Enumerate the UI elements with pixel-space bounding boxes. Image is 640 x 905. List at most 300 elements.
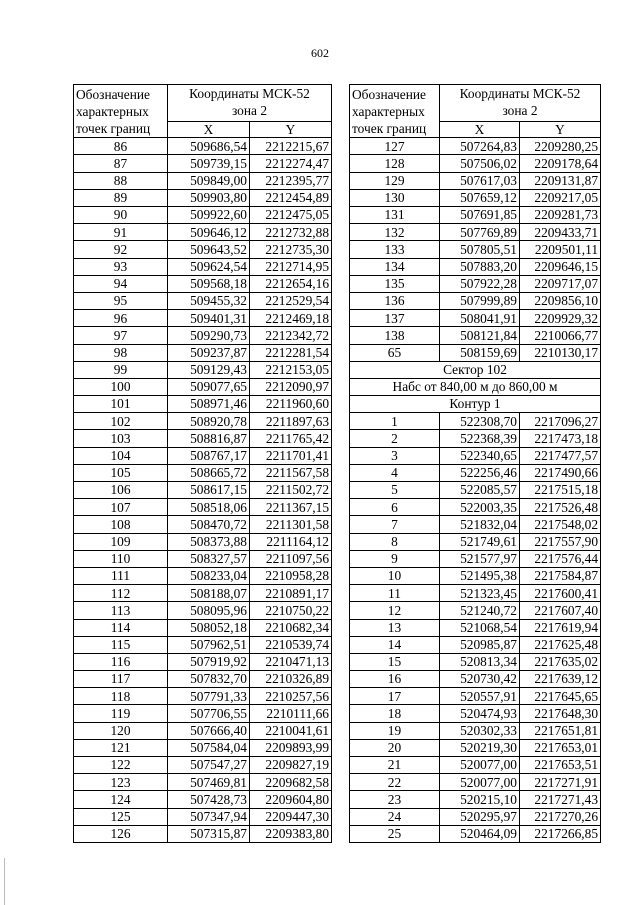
table-row: [74, 138, 332, 155]
point-id-cell: 110: [74, 550, 168, 567]
table-row: [350, 585, 601, 602]
table-row: [74, 172, 332, 189]
x-coordinate-cell: 507264,83: [440, 138, 520, 155]
table-row: [74, 774, 332, 791]
x-coordinate-cell: 507547,27: [168, 757, 250, 774]
x-coordinate-cell: 520219,30: [440, 739, 520, 756]
height-range: Набс от 840,00 м до 860,00 м: [350, 378, 601, 395]
x-coordinate-cell: 507883,20: [440, 258, 520, 275]
x-coordinate-cell: 521323,45: [440, 585, 520, 602]
table-row: [74, 292, 332, 309]
y-coordinate-cell: 2217648,30: [520, 705, 601, 722]
point-id-cell: 107: [74, 499, 168, 516]
point-id-cell: 9: [350, 550, 440, 567]
point-id-cell: 119: [74, 705, 168, 722]
y-coordinate-cell: 2212654,16: [250, 275, 332, 292]
x-coordinate-cell: 508617,15: [168, 482, 250, 499]
y-coordinate-cell: 2212735,30: [250, 241, 332, 258]
table-row: [74, 739, 332, 756]
table-row: [350, 447, 601, 464]
x-coordinate-cell: 509077,65: [168, 378, 250, 395]
x-coordinate-cell: 508095,96: [168, 602, 250, 619]
point-id-cell: 111: [74, 567, 168, 584]
table-row: [350, 224, 601, 241]
y-coordinate-cell: 2210891,17: [250, 585, 332, 602]
x-coordinate-cell: 508470,72: [168, 516, 250, 533]
table-row: [74, 808, 332, 825]
point-id-cell: 132: [350, 224, 440, 241]
y-coordinate-cell: 2212342,72: [250, 327, 332, 344]
y-coordinate-cell: 2209646,15: [520, 258, 601, 275]
scan-edge: [0, 858, 5, 905]
point-id-cell: 65: [350, 344, 440, 361]
table-row: [350, 739, 601, 756]
x-coordinate-cell: 508233,04: [168, 567, 250, 584]
point-id-cell: 112: [74, 585, 168, 602]
point-id-cell: 134: [350, 258, 440, 275]
x-coordinate-cell: 508121,84: [440, 327, 520, 344]
x-coordinate-cell: 520813,34: [440, 653, 520, 670]
x-coordinate-cell: 507922,28: [440, 275, 520, 292]
point-id-cell: 99: [74, 361, 168, 378]
x-coordinate-cell: 520557,91: [440, 688, 520, 705]
point-id-cell: 20: [350, 739, 440, 756]
x-coordinate-cell: 507347,94: [168, 808, 250, 825]
y-coordinate-cell: 2210066,77: [520, 327, 601, 344]
y-coordinate-cell: 2217490,66: [520, 464, 601, 481]
point-id-cell: 104: [74, 447, 168, 464]
x-coordinate-cell: 509401,31: [168, 310, 250, 327]
y-coordinate-cell: 2211960,60: [250, 396, 332, 413]
y-coordinate-cell: 2217526,48: [520, 499, 601, 516]
table-row: [74, 567, 332, 584]
x-coordinate-cell: 522256,46: [440, 464, 520, 481]
x-coordinate-cell: 507791,33: [168, 688, 250, 705]
table-row: [350, 825, 601, 842]
y-coordinate-cell: 2209280,25: [520, 138, 601, 155]
point-id-cell: 17: [350, 688, 440, 705]
table-row: [350, 791, 601, 808]
x-coordinate-cell: 508665,72: [168, 464, 250, 481]
point-id-cell: 94: [74, 275, 168, 292]
point-id-cell: 115: [74, 636, 168, 653]
table-row: [350, 705, 601, 722]
point-id-cell: 137: [350, 310, 440, 327]
point-id-cell: 123: [74, 774, 168, 791]
point-id-cell: 7: [350, 516, 440, 533]
x-coordinate-cell: 521749,61: [440, 533, 520, 550]
table-row: [350, 671, 601, 688]
point-id-cell: 87: [74, 155, 168, 172]
table-row: [350, 172, 601, 189]
x-coordinate-cell: 507666,40: [168, 722, 250, 739]
x-coordinate-cell: 507691,85: [440, 207, 520, 224]
point-id-cell: 14: [350, 636, 440, 653]
y-coordinate-cell: 2211097,56: [250, 550, 332, 567]
x-coordinate-cell: 520077,00: [440, 757, 520, 774]
x-coordinate-cell: 507469,81: [168, 774, 250, 791]
x-coordinate-cell: 509624,54: [168, 258, 250, 275]
y-coordinate-cell: 2210130,17: [520, 344, 601, 361]
table-row: [74, 653, 332, 670]
point-id-cell: 10: [350, 567, 440, 584]
point-id-cell: 8: [350, 533, 440, 550]
table-row: [74, 619, 332, 636]
y-coordinate-cell: 2209178,64: [520, 155, 601, 172]
x-coordinate-cell: 520295,97: [440, 808, 520, 825]
y-coordinate-cell: 2217584,87: [520, 567, 601, 584]
y-coordinate-cell: 2217600,41: [520, 585, 601, 602]
point-id-cell: 126: [74, 825, 168, 842]
table-row: [350, 138, 601, 155]
x-coordinate-cell: 507962,51: [168, 636, 250, 653]
point-id-cell: 90: [74, 207, 168, 224]
point-id-cell: 109: [74, 533, 168, 550]
y-coordinate-cell: 2212475,05: [250, 207, 332, 224]
x-coordinate-cell: 509646,12: [168, 224, 250, 241]
table-row: [74, 430, 332, 447]
y-coordinate-cell: 2209682,58: [250, 774, 332, 791]
x-coordinate-cell: 521577,97: [440, 550, 520, 567]
x-coordinate-cell: 521068,54: [440, 619, 520, 636]
sector-title: Сектор 102: [350, 361, 601, 378]
x-coordinate-cell: 507315,87: [168, 825, 250, 842]
table-row: [350, 344, 601, 361]
contour-label: Контур 1: [350, 396, 601, 413]
y-coordinate-cell: 2212281,54: [250, 344, 332, 361]
table-row: [74, 344, 332, 361]
table-row: [350, 464, 601, 481]
y-coordinate-cell: 2211367,15: [250, 499, 332, 516]
table-row: [350, 653, 601, 670]
y-coordinate-cell: 2210682,34: [250, 619, 332, 636]
point-id-cell: 15: [350, 653, 440, 670]
y-coordinate-cell: 2217635,02: [520, 653, 601, 670]
y-coordinate-cell: 2217653,51: [520, 757, 601, 774]
y-coordinate-cell: 2217270,26: [520, 808, 601, 825]
point-id-cell: 91: [74, 224, 168, 241]
y-coordinate-cell: 2210041,61: [250, 722, 332, 739]
y-coordinate-cell: 2217639,12: [520, 671, 601, 688]
x-coordinate-cell: 520464,09: [440, 825, 520, 842]
y-coordinate-cell: 2217271,91: [520, 774, 601, 791]
x-coordinate-cell: 507428,73: [168, 791, 250, 808]
x-coordinate-cell: 508041,91: [440, 310, 520, 327]
x-coordinate-cell: 520730,42: [440, 671, 520, 688]
point-id-cell: 101: [74, 396, 168, 413]
table-row: [350, 413, 601, 430]
x-coordinate-cell: 507919,92: [168, 653, 250, 670]
point-id-cell: 125: [74, 808, 168, 825]
point-id-cell: 4: [350, 464, 440, 481]
table-row: [350, 430, 601, 447]
point-id-cell: 118: [74, 688, 168, 705]
y-coordinate-cell: 2211765,42: [250, 430, 332, 447]
table-row: [350, 241, 601, 258]
coordinates-table-left: [73, 84, 332, 843]
point-id-cell: 121: [74, 739, 168, 756]
y-coordinate-cell: 2211301,58: [250, 516, 332, 533]
left-table-body: [74, 138, 332, 843]
x-coordinate-cell: 521495,38: [440, 567, 520, 584]
table-row: [350, 602, 601, 619]
point-id-cell: 24: [350, 808, 440, 825]
table-row: [74, 396, 332, 413]
table-row: [350, 550, 601, 567]
x-coordinate-cell: 509922,60: [168, 207, 250, 224]
table-row: [350, 327, 601, 344]
x-coordinate-cell: 509849,00: [168, 172, 250, 189]
y-coordinate-cell: 2217625,48: [520, 636, 601, 653]
table-row: [74, 516, 332, 533]
point-id-cell: 11: [350, 585, 440, 602]
y-coordinate-cell: 2209281,73: [520, 207, 601, 224]
y-coordinate-cell: 2217651,81: [520, 722, 601, 739]
y-coordinate-cell: 2217473,18: [520, 430, 601, 447]
point-id-cell: 92: [74, 241, 168, 258]
x-coordinate-cell: 508767,17: [168, 447, 250, 464]
y-coordinate-cell: 2210257,56: [250, 688, 332, 705]
right-table-body: [350, 138, 601, 843]
y-coordinate-cell: 2217557,90: [520, 533, 601, 550]
table-row: [74, 155, 332, 172]
x-coordinate-cell: 522085,57: [440, 482, 520, 499]
point-id-cell: 136: [350, 292, 440, 309]
y-coordinate-cell: 2217515,18: [520, 482, 601, 499]
point-id-cell: 120: [74, 722, 168, 739]
x-coordinate-cell: 508188,07: [168, 585, 250, 602]
point-id-cell: 86: [74, 138, 168, 155]
x-coordinate-cell: 522003,35: [440, 499, 520, 516]
x-coordinate-cell: 507832,70: [168, 671, 250, 688]
point-id-cell: 138: [350, 327, 440, 344]
coord-system-header: Координаты МСК-52 зона 2: [168, 85, 332, 122]
table-row: [74, 499, 332, 516]
point-id-cell: 23: [350, 791, 440, 808]
x-coordinate-cell: 507617,03: [440, 172, 520, 189]
y-coordinate-cell: 2217645,65: [520, 688, 601, 705]
x-coordinate-cell: 508920,78: [168, 413, 250, 430]
table-row: [350, 258, 601, 275]
x-coordinate-cell: 508159,69: [440, 344, 520, 361]
y-coordinate-cell: 2212454,89: [250, 189, 332, 206]
table-row: [74, 378, 332, 395]
x-coordinate-cell: 507805,51: [440, 241, 520, 258]
table-row: [350, 722, 601, 739]
point-id-cell: 5: [350, 482, 440, 499]
x-coordinate-cell: 522368,39: [440, 430, 520, 447]
x-coordinate-cell: 509686,54: [168, 138, 250, 155]
y-column-header: Y: [520, 121, 601, 137]
x-coordinate-cell: 507506,02: [440, 155, 520, 172]
height-range-row: [350, 378, 601, 395]
table-row: [350, 808, 601, 825]
x-coordinate-cell: 507769,89: [440, 224, 520, 241]
y-coordinate-cell: 2209383,80: [250, 825, 332, 842]
x-coordinate-cell: 520985,87: [440, 636, 520, 653]
y-coordinate-cell: 2210326,89: [250, 671, 332, 688]
table-row: [74, 671, 332, 688]
y-coordinate-cell: 2209447,30: [250, 808, 332, 825]
table-row: [74, 585, 332, 602]
point-id-cell: 108: [74, 516, 168, 533]
table-row: [350, 275, 601, 292]
point-id-cell: 113: [74, 602, 168, 619]
y-coordinate-cell: 2209929,32: [520, 310, 601, 327]
y-coordinate-cell: 2209827,19: [250, 757, 332, 774]
x-coordinate-cell: 520474,93: [440, 705, 520, 722]
y-coordinate-cell: 2217607,40: [520, 602, 601, 619]
y-coordinate-cell: 2212469,18: [250, 310, 332, 327]
point-id-cell: 133: [350, 241, 440, 258]
table-row: [350, 292, 601, 309]
point-id-cell: 16: [350, 671, 440, 688]
table-row: [74, 224, 332, 241]
x-coordinate-cell: 520302,33: [440, 722, 520, 739]
x-coordinate-cell: 508373,88: [168, 533, 250, 550]
points-column-header: Обозначение характерных точек границ: [74, 85, 168, 138]
y-coordinate-cell: 2217477,57: [520, 447, 601, 464]
y-coordinate-cell: 2210111,66: [250, 705, 332, 722]
x-coordinate-cell: 522340,65: [440, 447, 520, 464]
point-id-cell: 18: [350, 705, 440, 722]
table-row: [74, 533, 332, 550]
x-coordinate-cell: 508816,87: [168, 430, 250, 447]
table-row: [74, 636, 332, 653]
x-coordinate-cell: 509568,18: [168, 275, 250, 292]
table-row: [74, 791, 332, 808]
table-row: [350, 516, 601, 533]
point-id-cell: 6: [350, 499, 440, 516]
table-row: [350, 310, 601, 327]
x-coordinate-cell: 522308,70: [440, 413, 520, 430]
point-id-cell: 102: [74, 413, 168, 430]
point-id-cell: 3: [350, 447, 440, 464]
y-coordinate-cell: 2211701,41: [250, 447, 332, 464]
y-coordinate-cell: 2209856,10: [520, 292, 601, 309]
point-id-cell: 117: [74, 671, 168, 688]
point-id-cell: 129: [350, 172, 440, 189]
point-id-cell: 124: [74, 791, 168, 808]
table-row: [350, 533, 601, 550]
table-row: [74, 258, 332, 275]
table-row: [74, 757, 332, 774]
y-coordinate-cell: 2212090,97: [250, 378, 332, 395]
y-coordinate-cell: 2211567,58: [250, 464, 332, 481]
table-row: [74, 602, 332, 619]
table-row: [74, 705, 332, 722]
x-coordinate-cell: 507706,55: [168, 705, 250, 722]
point-id-cell: 12: [350, 602, 440, 619]
x-coordinate-cell: 521240,72: [440, 602, 520, 619]
y-coordinate-cell: 2212395,77: [250, 172, 332, 189]
table-row: [350, 567, 601, 584]
y-coordinate-cell: 2217653,01: [520, 739, 601, 756]
x-column-header: X: [440, 121, 520, 137]
table-row: [350, 619, 601, 636]
y-coordinate-cell: 2209717,07: [520, 275, 601, 292]
point-id-cell: 95: [74, 292, 168, 309]
point-id-cell: 1: [350, 413, 440, 430]
y-coordinate-cell: 2217096,27: [520, 413, 601, 430]
table-row: [74, 825, 332, 842]
x-coordinate-cell: 509903,80: [168, 189, 250, 206]
point-id-cell: 97: [74, 327, 168, 344]
y-coordinate-cell: 2217266,85: [520, 825, 601, 842]
x-coordinate-cell: 507659,12: [440, 189, 520, 206]
table-row: [350, 688, 601, 705]
y-coordinate-cell: 2209433,71: [520, 224, 601, 241]
point-id-cell: 135: [350, 275, 440, 292]
x-coordinate-cell: 507584,04: [168, 739, 250, 756]
point-id-cell: 21: [350, 757, 440, 774]
point-id-cell: 96: [74, 310, 168, 327]
y-coordinate-cell: 2209604,80: [250, 791, 332, 808]
point-id-cell: 114: [74, 619, 168, 636]
table-row: [350, 757, 601, 774]
y-coordinate-cell: 2210958,28: [250, 567, 332, 584]
x-coordinate-cell: 508327,57: [168, 550, 250, 567]
table-row: [350, 499, 601, 516]
point-id-cell: 19: [350, 722, 440, 739]
x-coordinate-cell: 509739,15: [168, 155, 250, 172]
point-id-cell: 130: [350, 189, 440, 206]
table-row: [74, 688, 332, 705]
y-coordinate-cell: 2212153,05: [250, 361, 332, 378]
y-coordinate-cell: 2212215,67: [250, 138, 332, 155]
y-coordinate-cell: 2212732,88: [250, 224, 332, 241]
page-number: 602: [311, 46, 329, 60]
sector-title-row: [350, 361, 601, 378]
x-coordinate-cell: 507999,89: [440, 292, 520, 309]
y-coordinate-cell: 2217548,02: [520, 516, 601, 533]
y-coordinate-cell: 2209893,99: [250, 739, 332, 756]
table-row: [350, 207, 601, 224]
y-coordinate-cell: 2211502,72: [250, 482, 332, 499]
table-row: [350, 482, 601, 499]
table-row: [74, 189, 332, 206]
point-id-cell: 116: [74, 653, 168, 670]
point-id-cell: 98: [74, 344, 168, 361]
point-id-cell: 93: [74, 258, 168, 275]
table-row: [74, 275, 332, 292]
y-column-header: Y: [250, 121, 332, 137]
table-row: [74, 207, 332, 224]
x-coordinate-cell: 509643,52: [168, 241, 250, 258]
y-coordinate-cell: 2210539,74: [250, 636, 332, 653]
x-coordinate-cell: 508052,18: [168, 619, 250, 636]
point-id-cell: 103: [74, 430, 168, 447]
x-coordinate-cell: 520077,00: [440, 774, 520, 791]
x-coordinate-cell: 521832,04: [440, 516, 520, 533]
point-id-cell: 89: [74, 189, 168, 206]
point-id-cell: 88: [74, 172, 168, 189]
contour-label-row: [350, 396, 601, 413]
x-coordinate-cell: 509129,43: [168, 361, 250, 378]
point-id-cell: 13: [350, 619, 440, 636]
table-row: [74, 413, 332, 430]
points-column-header: Обозначение характерных точек границ: [350, 85, 440, 138]
y-coordinate-cell: 2217576,44: [520, 550, 601, 567]
table-row: [350, 774, 601, 791]
x-coordinate-cell: 508971,46: [168, 396, 250, 413]
y-coordinate-cell: 2209131,87: [520, 172, 601, 189]
point-id-cell: 128: [350, 155, 440, 172]
y-coordinate-cell: 2211897,63: [250, 413, 332, 430]
table-row: [74, 447, 332, 464]
point-id-cell: 2: [350, 430, 440, 447]
table-row: [74, 464, 332, 481]
